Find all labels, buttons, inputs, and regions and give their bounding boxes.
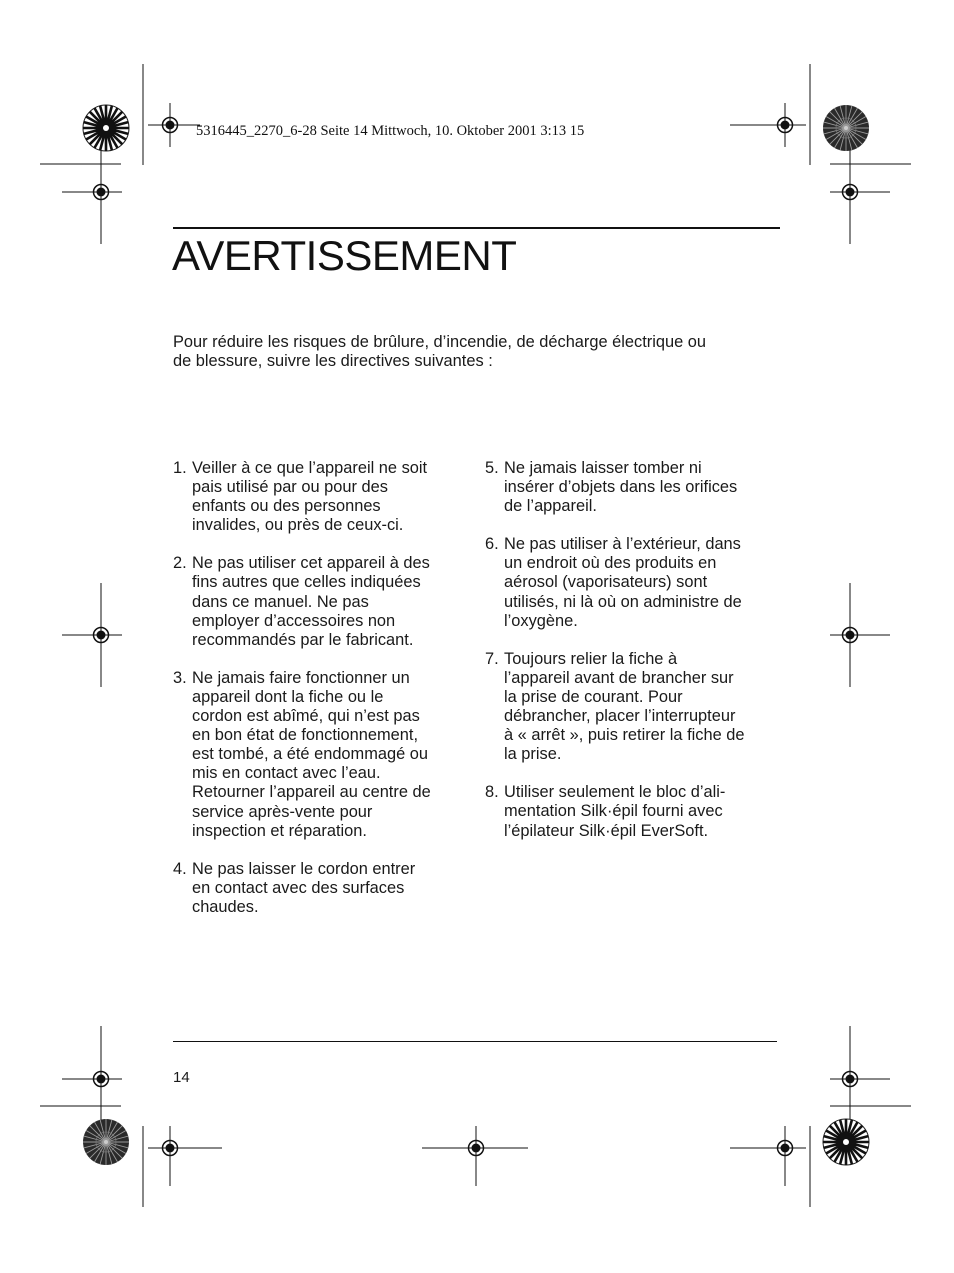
item-line: de l’appareil. [504,497,597,516]
intro-paragraph [173,333,773,371]
warning-item-4 [173,860,463,917]
item-number: 4. [173,859,187,878]
footer-rule [173,1041,777,1042]
item-line: à « arrêt », puis retirer la fiche de [504,726,745,745]
item-line: Ne jamais faire fonctionner un [192,668,410,687]
item-line: invalides, ou près de ceux-ci. [192,516,404,535]
item-number: 6. [485,535,499,554]
item-number: 8. [485,783,499,802]
item-line: dans ce manuel. Ne pas [192,592,369,611]
item-line: enfants ou des personnes [192,497,381,516]
item-line: inspection et réparation. [192,821,367,840]
item-line: fins autres que celles indiquées [192,573,421,592]
warning-item-8 [485,783,775,840]
item-line: l’oxygène. [504,611,578,630]
warning-list-left [173,459,463,936]
page-title: AVERTISSEMENT [172,232,517,279]
item-line: Ne pas laisser le cordon entrer [192,859,416,878]
item-line: appareil dont la fiche ou le [192,687,384,706]
warning-item-6 [485,535,775,630]
item-number: 1. [173,459,187,477]
item-number: 5. [485,459,499,477]
warning-item-2 [173,554,463,649]
warning-list-right [485,459,775,860]
title-rule [173,227,780,229]
item-line: service après-vente pour [192,802,373,821]
item-line: Retourner l’appareil au centre de [192,783,431,802]
warning-item-7 [485,650,775,765]
item-line: mentation Silk·épil fourni avec [504,802,723,821]
item-number: 7. [485,649,499,668]
item-line: cordon est abîmé, qui n’est pas [192,707,420,726]
item-line: employer d’accessoires non [192,611,396,630]
item-line: débrancher, placer l’interrupteur [504,707,736,726]
item-line: Utiliser seulement le bloc d’ali- [504,783,726,802]
item-line: la prise. [504,745,562,764]
item-line: Veiller à ce que l’appareil ne soit [192,459,428,477]
item-line: pais utilisé par ou pour des [192,478,388,497]
item-line: la prise de courant. Pour [504,687,683,706]
item-line: aérosol (vaporisateurs) sont [504,573,708,592]
item-line: Ne jamais laisser tomber ni [504,459,702,477]
print-header: 5316445_2270_6-28 Seite 14 Mittwoch, 10. Oktober 2001 3:13 15 [196,123,585,139]
item-line: un endroit où des produits en [504,554,717,573]
item-line: l’appareil avant de brancher sur [504,668,734,687]
intro-line: Pour réduire les risques de brûlure, d’incendie, de décharge électrique ou [173,333,707,351]
warning-item-1 [173,459,463,535]
item-number: 2. [173,554,187,573]
intro-line: de blessure, suivre les directives suivantes : [173,352,493,370]
item-line: l’épilateur Silk·épil EverSoft. [504,821,709,840]
warning-item-5 [485,459,775,516]
item-line: Toujours relier la fiche à [504,649,678,668]
item-line: en bon état de fonctionnement, [192,726,418,745]
item-line: Ne pas utiliser cet appareil à des [192,554,430,573]
item-line: en contact avec des surfaces [192,878,405,897]
item-line: mis en contact avec l’eau. [192,764,381,783]
item-line: recommandés par le fabricant. [192,630,414,649]
warning-item-3 [173,669,463,841]
page-number: 14 [173,1069,190,1086]
item-line: utilisés, ni là où on administre de [504,592,742,611]
item-line: chaudes. [192,897,259,916]
item-line: Ne pas utiliser à l’extérieur, dans [504,535,741,554]
item-line: insérer d’objets dans les orifices [504,478,738,497]
item-line: est tombé, a été endommagé ou [192,745,428,764]
item-number: 3. [173,668,187,687]
